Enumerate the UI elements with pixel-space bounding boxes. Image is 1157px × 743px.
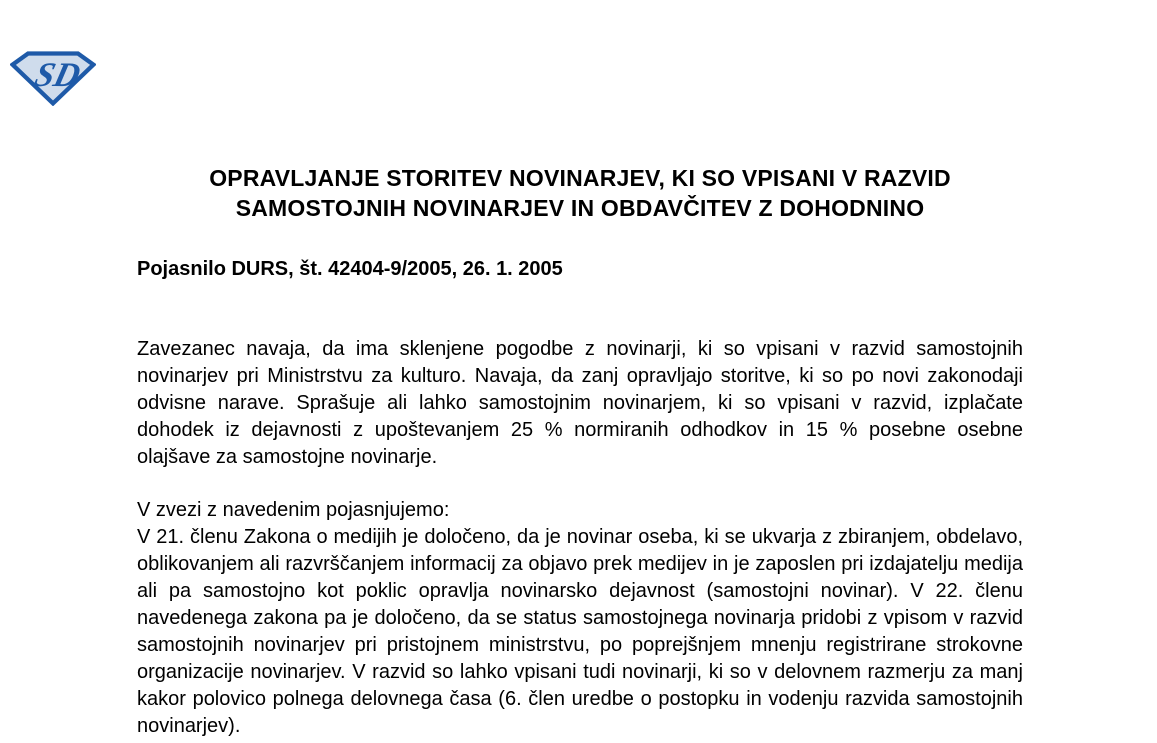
answer-section — [137, 497, 1023, 740]
sd-logo-icon — [10, 50, 96, 106]
document-reference: Pojasnilo DURS, št. 42404-9/2005, 26. 1. 2005 — [137, 258, 563, 280]
sd-logo-letters: SD — [30, 55, 85, 95]
answer-intro-line: V zvezi z navedenim pojasnjujemo: — [137, 499, 450, 521]
document-title-line-1: OPRAVLJANJE STORITEV NOVINARJEV, KI SO VPISANI V RAZVID — [209, 165, 951, 191]
paragraph-answer: V 21. členu Zakona o medijih je določeno, da je novinar oseba, ki se ukvarja z zbiranjem, obdelavo, oblikovanjem ali razvrščanjem informacij za objavo prek medijev in je zaposlen pri izdajatelju medija ali pa samostojno kot poklic opravlja novinarsko dejavnost (samostojni novinar). V 22. členu navedenega zakona pa je določeno, da se status samostojnega novinarja pridobi z vpisom v razvid samostojnih novinarjev pri pristojnem ministrstvu, po poprejšnjem mnenju registrirane strokovne organizacije novinarjev. V razvid so lahko vpisani tudi novinarji, ki so v delovnem razmerju za manj kakor polovico polnega delovnega časa (6. člen uredbe o postopku in vodenju razvida samostojnih novinarjev). — [137, 526, 1023, 737]
paragraph-question: Zavezanec navaja, da ima sklenjene pogodbe z novinarji, ki so vpisani v razvid samostojnih novinarjev pri Ministrstvu za kulturo. Navaja, da zanj opravljajo storitve, ki so po novi zakonodaji odvisne narave. Sprašuje ali lahko samostojnim novinarjem, ki so vpisani v razvid, izplačate dohodek iz dejavnosti z upoštevanjem 25 % normiranih odhodkov in 15 % posebne osebne olajšave za samostojne novinarje. — [137, 338, 1023, 468]
document-title-line-2: SAMOSTOJNIH NOVINARJEV IN OBDAVČITEV Z DOHODNINO — [235, 195, 925, 221]
document-title — [137, 163, 1023, 223]
